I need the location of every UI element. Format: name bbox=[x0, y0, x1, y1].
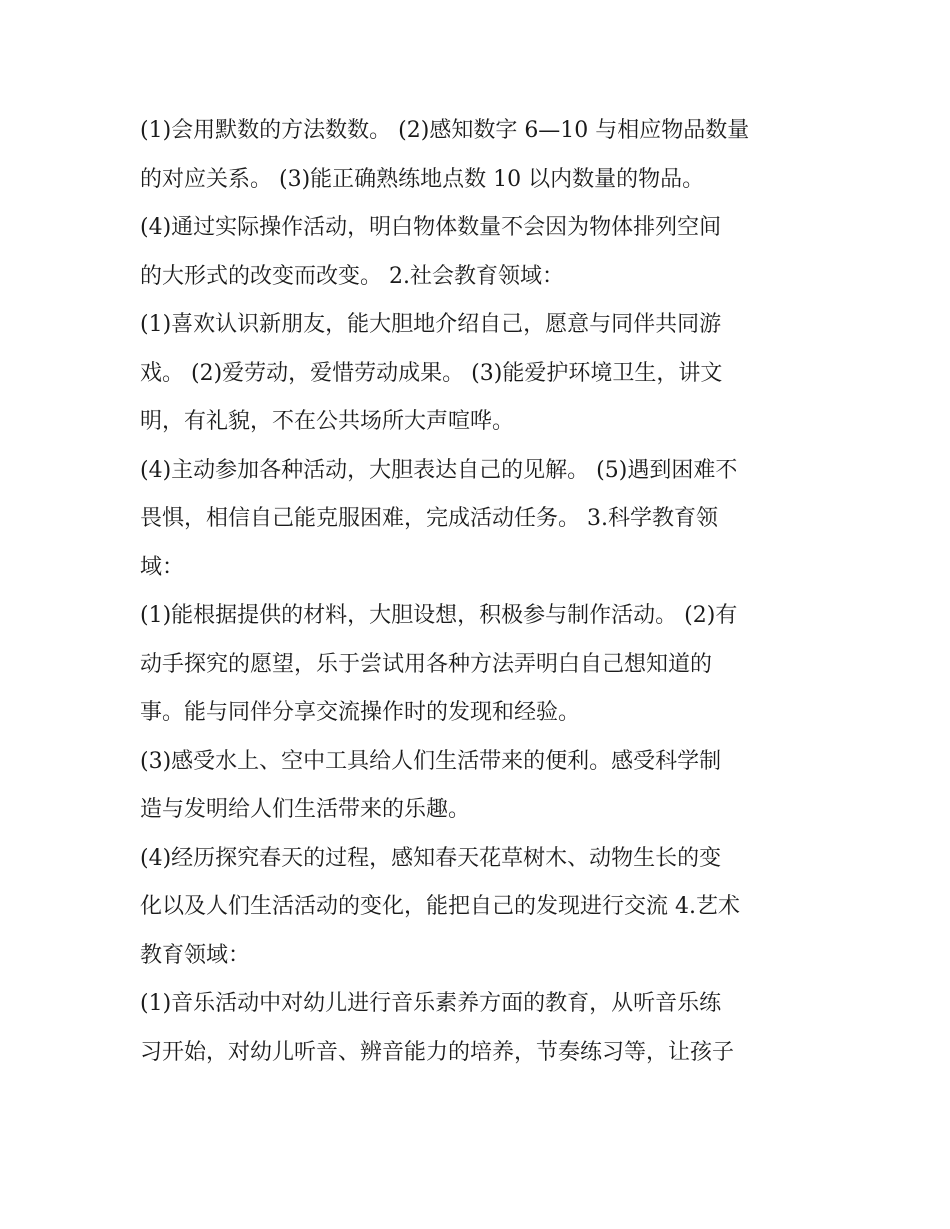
text-line: 化以及人们生活活动的变化，能把自己的发现进行交流 4.艺术 bbox=[140, 894, 740, 919]
text-line: (1)能根据提供的材料，大胆设想，积极参与制作活动。 (2)有 bbox=[140, 603, 738, 628]
text-line: 明，有礼貌，不在公共场所大声喧哗。 bbox=[140, 409, 515, 434]
text-line: (4)经历探究春天的过程，感知春天花草树木、动物生长的变 bbox=[140, 845, 722, 871]
text-line: (3)感受水上、空中工具给人们生活带来的便利。感受科学制 bbox=[140, 748, 722, 774]
text-line: (4)通过实际操作活动，明白物体数量不会因为物体排列空间 bbox=[140, 215, 722, 240]
text-line: (1)喜欢认识新朋友，能大胆地介绍自己，愿意与同伴共同游 bbox=[140, 312, 722, 337]
text-line: 的对应关系。 (3)能正确熟练地点数 10 以内数量的物品。 bbox=[140, 166, 705, 192]
text-line: (1)音乐活动中对幼儿进行音乐素养方面的教育，从听音乐练 bbox=[140, 991, 722, 1016]
text-line: 事。能与同伴分享交流操作时的发现和经验。 bbox=[140, 700, 581, 725]
text-line: 戏。 (2)爱劳动，爱惜劳动成果。 (3)能爱护环境卫生，讲文 bbox=[140, 360, 723, 386]
text-line: 造与发明给人们生活带来的乐趣。 bbox=[140, 797, 471, 822]
text-line: 习开始，对幼儿听音、辨音能力的培养，节奏练习等，让孩子 bbox=[140, 1039, 735, 1065]
body-text bbox=[140, 107, 820, 1077]
text-line: 域： bbox=[140, 554, 185, 580]
text-line: 畏惧，相信自己能克服困难，完成活动任务。 3.科学教育领 bbox=[140, 506, 718, 531]
text-line: (1)会用默数的方法数数。 (2)感知数字 6—10 与相应物品数量 bbox=[140, 118, 750, 143]
text-line: 动手探究的愿望，乐于尝试用各种方法弄明白自己想知道的 bbox=[140, 651, 713, 677]
text-line: (4)主动参加各种活动，大胆表达自己的见解。 (5)遇到困难不 bbox=[140, 457, 738, 483]
text-line: 的大形式的改变而改变。 2.社会教育领域： bbox=[140, 263, 564, 289]
text-line: 教育领域： bbox=[140, 942, 251, 968]
